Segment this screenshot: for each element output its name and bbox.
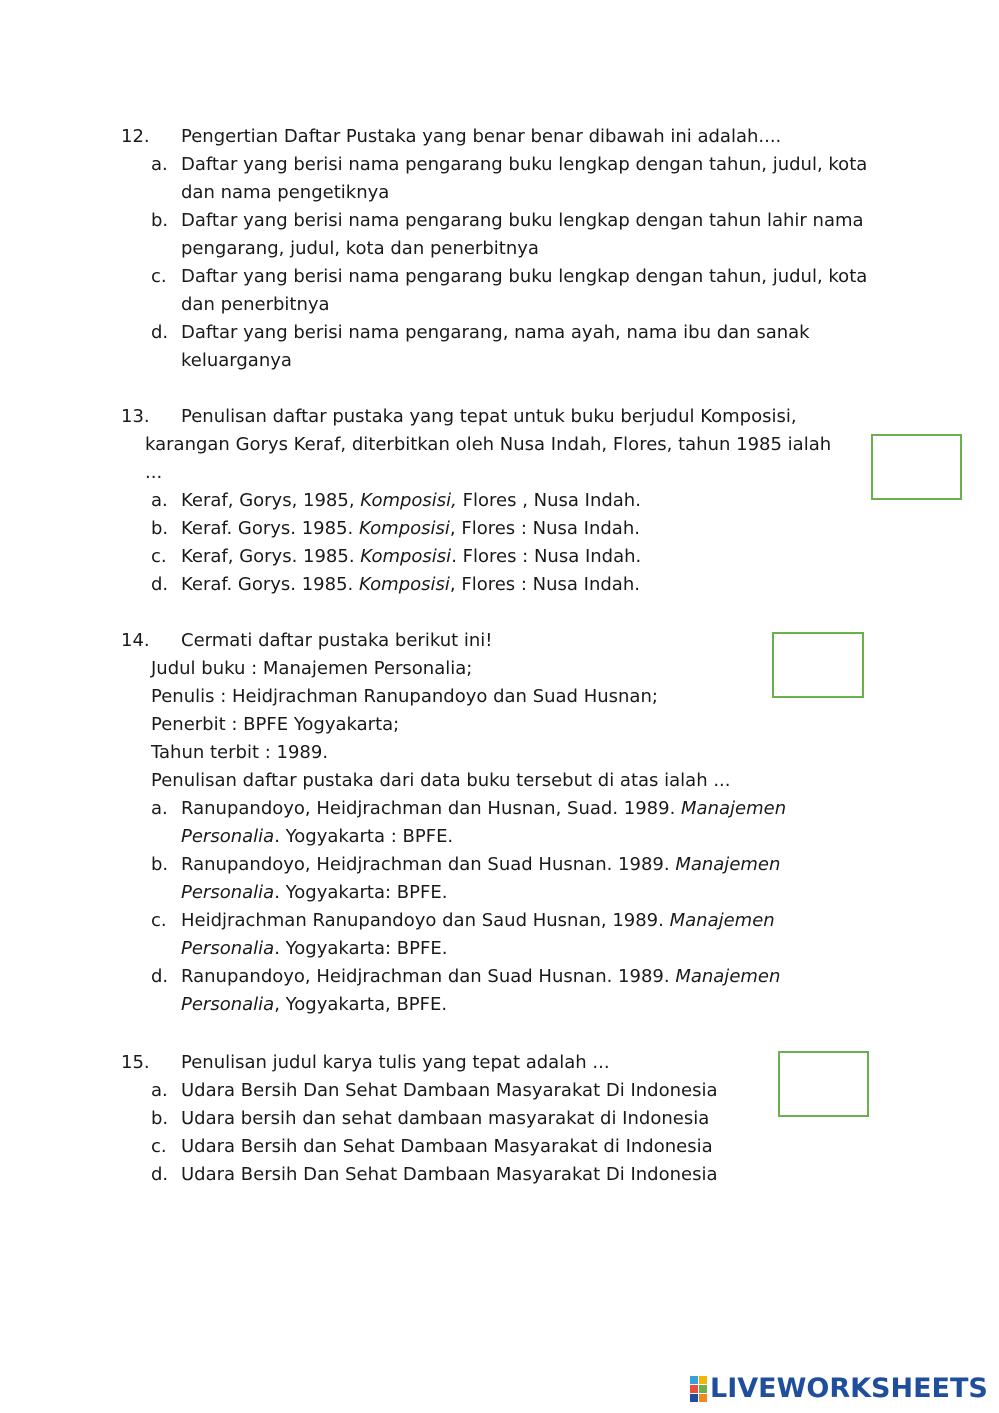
question-text: Cermati daftar pustaka berikut ini!: [181, 630, 493, 651]
option-text: Ranupandoyo, Heidjrachman dan Husnan, Suad. 1989.: [181, 798, 676, 819]
option-text: Udara Bersih Dan Sehat Dambaan Masyarakat Di Indonesia: [181, 1164, 718, 1185]
option-text: Keraf, Gorys, 1985,: [181, 490, 361, 511]
option-italic: Komposisi: [358, 574, 450, 595]
answer-box-13[interactable]: [871, 434, 962, 500]
option-italic: Komposisi: [358, 518, 450, 539]
option-letter: c.: [151, 910, 167, 931]
question-12: [121, 123, 879, 375]
option-a: [121, 487, 879, 515]
option-italic: Komposisi,: [360, 490, 457, 511]
question-stem: [121, 123, 879, 151]
option-text: Ranupandoyo, Heidjrachman dan Suad Husnan. 1989.: [181, 854, 670, 875]
option-letter: d.: [151, 1164, 169, 1185]
option-text: . Yogyakarta : BPFE.: [274, 826, 454, 847]
option-letter: b.: [151, 1108, 169, 1129]
question-prompt: Penulisan daftar pustaka dari data buku tersebut di atas ialah ...: [151, 770, 731, 791]
option-text: Ranupandoyo, Heidjrachman dan Suad Husnan. 1989.: [181, 966, 670, 987]
question-text-cont: karangan Gorys Keraf, diterbitkan oleh Nusa Indah, Flores, tahun 1985 ialah: [145, 434, 832, 455]
option-b: [121, 1105, 879, 1133]
option-a: [121, 795, 879, 851]
option-italic: Personalia: [181, 882, 275, 903]
option-line1: Daftar yang berisi nama pengarang buku lengkap dengan tahun, judul, kota: [181, 266, 868, 287]
liveworksheets-logo: [690, 1373, 988, 1404]
option-letter: b.: [151, 210, 169, 231]
option-text: Flores , Nusa Indah.: [456, 490, 641, 511]
option-line2: pengarang, judul, kota dan penerbitnya: [181, 238, 539, 259]
option-italic: Personalia: [181, 938, 275, 959]
option-letter: b.: [151, 854, 169, 875]
question-number: 12.: [121, 126, 150, 147]
option-text: Udara bersih dan sehat dambaan masyarakat di Indonesia: [181, 1108, 710, 1129]
option-italic: Komposisi: [360, 546, 452, 567]
option-line2: dan penerbitnya: [181, 294, 330, 315]
option-letter: a.: [151, 154, 168, 175]
option-text: Keraf. Gorys. 1985.: [181, 574, 359, 595]
option-line2: dan nama pengetiknya: [181, 182, 390, 203]
option-italic: Manajemen: [675, 966, 781, 987]
question-15: [121, 1049, 879, 1189]
option-text: , Flores : Nusa Indah.: [449, 518, 640, 539]
option-text: Udara Bersih dan Sehat Dambaan Masyarakat di Indonesia: [181, 1136, 713, 1157]
option-line2: keluarganya: [181, 350, 292, 371]
option-letter: d.: [151, 322, 169, 343]
option-letter: a.: [151, 490, 168, 511]
question-text: Penulisan judul karya tulis yang tepat adalah ...: [181, 1052, 610, 1073]
question-14: [121, 627, 879, 1019]
question-stem: [121, 1049, 879, 1077]
option-text: , Flores : Nusa Indah.: [449, 574, 640, 595]
option-c: [121, 1133, 879, 1161]
option-c: [121, 543, 879, 571]
book-info-year: Tahun terbit : 1989.: [151, 742, 329, 763]
option-c: [121, 263, 879, 319]
option-letter: d.: [151, 574, 169, 595]
question-text-cont: ...: [145, 462, 163, 483]
option-d: [121, 571, 879, 599]
option-b: [121, 207, 879, 263]
option-text: . Yogyakarta: BPFE.: [274, 882, 448, 903]
question-text: Pengertian Daftar Pustaka yang benar benar dibawah ini adalah....: [181, 126, 782, 147]
question-text: Penulisan daftar pustaka yang tepat untuk buku berjudul Komposisi,: [181, 406, 797, 427]
option-d: [121, 319, 879, 375]
option-letter: c.: [151, 546, 167, 567]
option-c: [121, 907, 879, 963]
answer-box-15[interactable]: [778, 1051, 869, 1117]
question-number: 13.: [121, 406, 150, 427]
liveworksheets-icon: [690, 1376, 707, 1402]
question-number: 14.: [121, 630, 150, 651]
option-a: [121, 1077, 879, 1105]
option-letter: c.: [151, 266, 167, 287]
option-italic: Personalia: [181, 994, 275, 1015]
option-letter: a.: [151, 798, 168, 819]
question-stem: [121, 403, 879, 431]
option-italic: Manajemen: [681, 798, 787, 819]
option-b: [121, 515, 879, 543]
option-text: Keraf. Gorys. 1985.: [181, 518, 359, 539]
option-text: . Yogyakarta: BPFE.: [274, 938, 448, 959]
option-line1: Daftar yang berisi nama pengarang buku lengkap dengan tahun, judul, kota: [181, 154, 868, 175]
option-text: Heidjrachman Ranupandoyo dan Saud Husnan, 1989.: [181, 910, 664, 931]
option-letter: d.: [151, 966, 169, 987]
option-italic: Manajemen: [675, 854, 781, 875]
question-number: 15.: [121, 1052, 150, 1073]
option-a: [121, 151, 879, 207]
book-info-publisher: Penerbit : BPFE Yogyakarta;: [151, 714, 400, 735]
book-info-author: Penulis : Heidjrachman Ranupandoyo dan Suad Husnan;: [151, 686, 658, 707]
option-letter: c.: [151, 1136, 167, 1157]
option-text: , Yogyakarta, BPFE.: [274, 994, 448, 1015]
book-info-title: Judul buku : Manajemen Personalia;: [151, 658, 473, 679]
option-italic: Personalia: [181, 826, 275, 847]
option-line1: Daftar yang berisi nama pengarang buku lengkap dengan tahun lahir nama: [181, 210, 864, 231]
option-text: Keraf, Gorys. 1985.: [181, 546, 361, 567]
option-letter: b.: [151, 518, 169, 539]
question-stem: [121, 627, 879, 655]
option-line1: Daftar yang berisi nama pengarang, nama ayah, nama ibu dan sanak: [181, 322, 810, 343]
option-d: [121, 963, 879, 1019]
question-13: [121, 403, 879, 599]
option-letter: a.: [151, 1080, 168, 1101]
option-italic: Manajemen: [669, 910, 775, 931]
option-d: [121, 1161, 879, 1189]
option-text: Udara Bersih Dan Sehat Dambaan Masyarakat Di Indonesia: [181, 1080, 718, 1101]
brand-name: LIVEWORKSHEETS: [710, 1373, 988, 1404]
answer-box-14[interactable]: [772, 632, 864, 698]
option-text: . Flores : Nusa Indah.: [451, 546, 642, 567]
option-b: [121, 851, 879, 907]
